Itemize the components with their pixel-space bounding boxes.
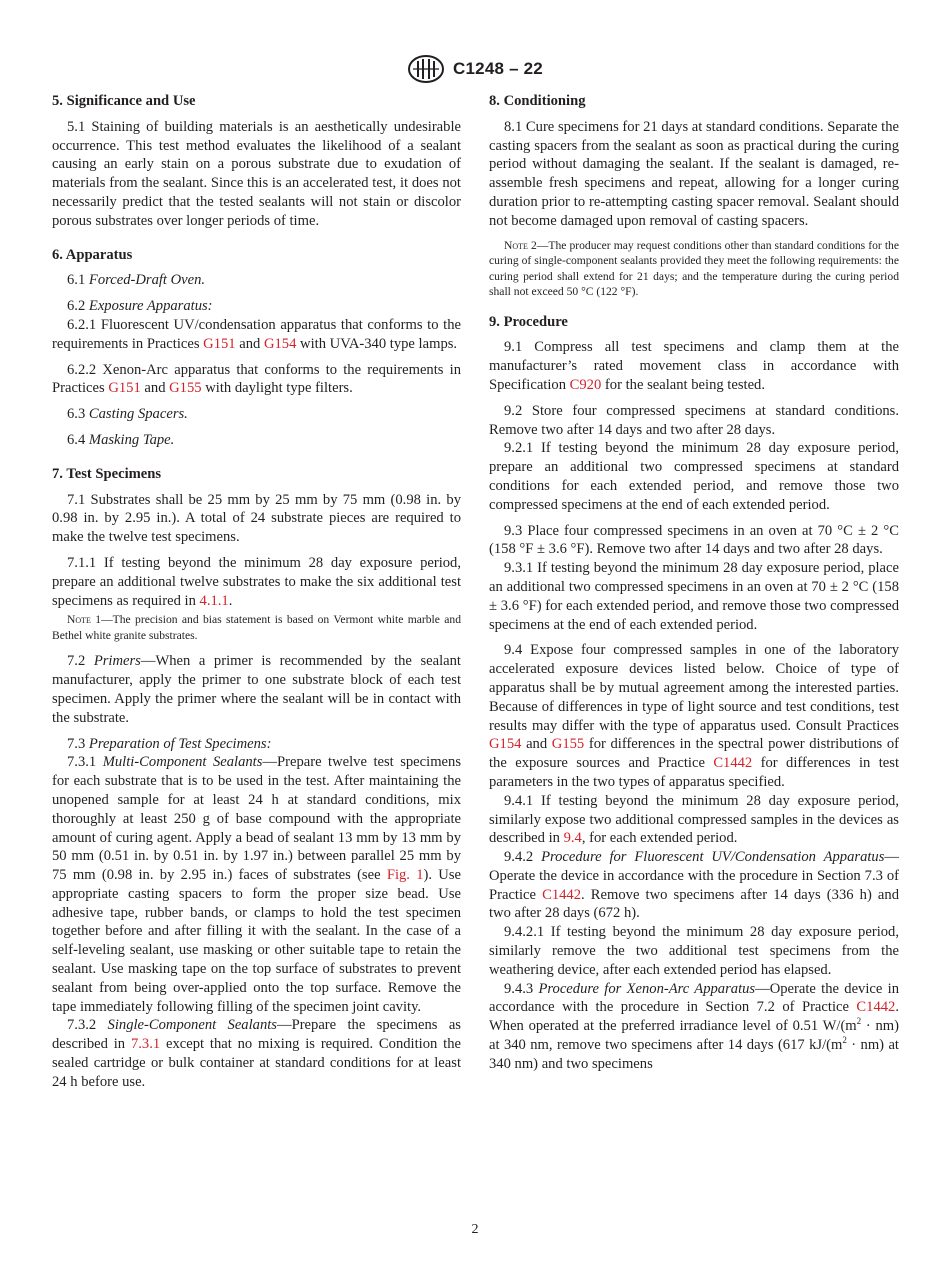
paragraph [489,641,899,791]
text: · nm) at 340 nm, remove two specimens after 14 days (617 kJ/(m [489,1018,899,1054]
text: for differences in the spectral power distributions of the exposure sources and Practice [489,736,899,772]
text: —When a primer is recommended by the sealant manufacturer, apply the primer to one substrate block of each test specimen. Apply the primer where the sealant will be in contact with the substrate. [52,653,461,726]
paragraph: 9.3.1 If testing beyond the minimum 28 day exposure period, place an additional two compressed specimens in an oven at 70 ± 2 °C (158 ± 3.6 °F) for each extended period, and remove those two compressed specimens at the end of each extended period. [489,560,899,633]
right-column [489,92,899,1074]
reference-link[interactable]: C1442 [856,999,896,1016]
clause-title: Primers [93,653,141,670]
reference-link[interactable]: G154 [263,335,297,352]
paragraph [52,271,461,290]
paragraph: 8.1 Cure specimens for 21 days at standard conditions. Separate the casting spacers from the sealant as soon as practical during the curing period without damaging the sealant. If the sealant is damaged, re-assemble fresh specimens and repeat, allowing for a longer curing duration prior to re-attempting casting spacer removal. Sealant should not become damaged upon removal of casting spacers. [489,118,899,229]
paragraph [52,431,461,450]
text: for differences in test parameters in the two types of apparatus specified. [489,755,899,790]
text: except that no mixing is required. Condition the sealed cartridge or bulk container at standard conditions for at least 24 h before use. [52,1036,461,1090]
page-header [0,54,950,84]
text: 9.4.1 If testing beyond the minimum 28 day exposure period, similarly expose two additional compressed samples in the devices as described in [489,792,899,847]
section-heading: 7. Test Specimens [52,465,162,482]
clause-title: Single-Component Sealants [107,1017,277,1034]
note-label: Note [67,613,91,627]
paragraph [489,338,899,394]
standard-designation: C1248 – 22 [453,59,543,78]
reference-link[interactable]: C920 [569,376,602,393]
text: for the sealant being tested. [601,376,765,393]
paragraph [52,652,461,727]
text: —Prepare twelve test specimens for each substrate that is to be used in the test. After maintaining the unopened sample for at least 24 h at standard conditions, mix thoroughly at least 250 g of base compound with the appropriate amount of curing agent. Apply a bead of sealant 13 mm by 13 mm by 50 mm (0.51 in. by 0.51 in. by 1.97 in.) between parallel 25 mm by 75 mm (0.98 in. by 2.95 in.) faces of substrates (see [52,754,461,884]
note-text: 1—The precision and bias statement is based on Vermont white marble and Bethel white granite substrates. [52,613,461,642]
clause-number: 9.4.2 [504,849,534,866]
paragraph: 9.4.2.1 If testing beyond the minimum 28 day exposure period, similarly remove the two additional test specimens from the weathering device, after each extended period has elapsed. [489,924,899,978]
section-heading: 9. Procedure [489,313,568,330]
text: with UVA-340 type lamps. [296,335,458,352]
reference-link[interactable]: G151 [203,335,236,352]
paragraph: 9.2 Store four compressed specimens at standard conditions. Remove two after 14 days and two after 28 days. [489,402,899,438]
text: with daylight type filters. [201,380,353,397]
text: and [235,335,264,352]
paragraph [52,297,461,316]
text: ). Use appropriate casting spacers to form the proper size bead. Use adhesive tape, rubber bands, or clamps to hold the test specimen together before and after filling it with the sealant. In the case of a self-leveling sealant, use masking or other suitable tape to retain the sealant. Use masking tape on the top surface of substrates to prevent sealant from being over-applied onto the top surface. Remove the tape immediately following filling of the specimen joint cavity. [52,867,462,1015]
section-heading: 8. Conditioning [489,93,586,109]
paragraph [52,405,461,424]
paragraph [489,792,899,848]
paragraph: 5.1 Staining of building materials is an aesthetically undesirable occurrence. This test method evaluates the likelihood of a sealant causing an early stain on a porous substrate due to exudation of materials from the sealant. Since this is an accelerated test, it does not necessarily predict that the tested sealants will not stain or discolor porous substrates over longer periods of time. [52,118,461,229]
reference-link[interactable]: 9.4 [563,830,582,847]
clause-number: 7.3.2 [67,1017,97,1034]
note-label: Note [504,238,528,252]
text: and [140,380,170,397]
text: 6.2.1 Fluorescent UV/condensation apparatus that conforms to the requirements in Practices [52,316,461,352]
clause-title: Multi-Component Sealants [102,754,263,771]
paragraph [52,316,461,354]
text: 6.2.2 Xenon-Arc apparatus that conforms to the requirements in Practices [52,361,461,397]
text: . [228,592,233,609]
clause-number: 7.2 [67,653,86,670]
clause-number: 6.2 [67,298,86,315]
text: and [521,736,552,753]
clause-title: Preparation of Test Specimens: [88,735,272,752]
reference-link[interactable]: C1442 [542,886,582,903]
astm-logo-icon [407,54,445,84]
figure-link[interactable]: Fig. 1 [386,867,424,884]
paragraph [52,735,461,754]
text: , for each extended period. [581,830,738,847]
section-heading: 5. Significance and Use [52,93,196,109]
text: 7.1.1 If testing beyond the minimum 28 day exposure period, prepare an additional twelve substrates to make the six additional test specimens as required in [52,554,461,609]
reference-link[interactable]: G151 [108,380,141,397]
paragraph [52,554,461,610]
section-heading: 6. Apparatus [52,246,133,263]
clause-number: 7.3 [67,735,86,752]
clause-title: Casting Spacers. [88,406,188,423]
text: . Remove two specimens after 14 days (336 h) and two after 28 days (672 h). [489,886,899,922]
clause-title: Forced-Draft Oven. [88,272,206,289]
clause-title: Exposure Apparatus: [88,298,213,315]
text: —Prepare the specimens as described in [52,1017,461,1053]
paragraph [489,980,899,1074]
text: . When operated at the preferred irradiance level of 0.51 W/(m [489,999,899,1035]
page-number: 2 [471,1222,479,1237]
note [489,238,899,300]
paragraph [489,848,899,923]
clause-number: 6.1 [67,272,86,289]
clause-number: 6.3 [67,406,86,423]
clause-title: Procedure for Xenon-Arc Apparatus [538,980,756,997]
reference-link[interactable]: G155 [169,380,202,397]
paragraph: 9.3 Place four compressed specimens in an oven at 70 °C ± 2 °C (158 °F ± 3.6 °F). Remove two after 14 days and two after 28 days. [489,522,899,558]
reference-link[interactable]: C1442 [713,755,753,772]
reference-link[interactable]: G154 [489,736,522,753]
clause-title: Procedure for Fluorescent UV/Condensation Apparatus [541,849,885,866]
paragraph: 9.2.1 If testing beyond the minimum 28 day exposure period, prepare an additional two compressed specimens at standard conditions for each extended period, and remove those two compressed specimens at the end of each extended period. [489,440,899,513]
reference-link[interactable]: 4.1.1 [199,592,229,609]
reference-link[interactable]: G155 [551,736,585,753]
paragraph [52,753,461,1016]
clause-number: 9.4.3 [504,980,534,997]
paragraph [52,1016,461,1091]
text: 9.1 Compress all test specimens and clamp them at the manufacturer’s rated movement class in accordance with Specification [489,339,899,393]
text: 9.4 Expose four compressed samples in one of the laboratory accelerated exposure devices listed below. Choice of type of apparatus shall be by mutual agreement among the interested parties. Because of differences in type of light source and test conditions, test results may differ with the type of apparatus used. Consult Practices [489,642,899,734]
left-column [52,92,461,1099]
superscript: 2 [842,1035,847,1046]
clause-title: Masking Tape. [88,431,175,448]
note-text: 2—The producer may request conditions other than standard conditions for the curing of single-component sealants provided they meet the following requirements: the curing period shall extend for 21 days; and the temperature during the curing period shall not exceed 50 °C (122 °F). [489,238,899,299]
reference-link[interactable]: 7.3.1 [130,1036,161,1053]
paragraph: 7.1 Substrates shall be 25 mm by 25 mm by 75 mm (0.98 in. by 0.98 in. by 2.95 in.). A total of 24 substrate pieces are required to make the twelve test specimens. [52,491,461,546]
superscript: 2 [856,1016,862,1027]
text: —Operate the device in accordance with the procedure in Section 7.2 of Practice [489,980,900,1016]
paragraph [52,361,461,399]
clause-number: 7.3.1 [67,754,97,771]
text: · nm) at 340 nm) and two specimens [489,1037,899,1072]
clause-number: 6.4 [67,431,86,448]
note [52,612,461,643]
text: —Operate the device in accordance with the procedure in Section 7.3 of Practice [489,849,899,903]
